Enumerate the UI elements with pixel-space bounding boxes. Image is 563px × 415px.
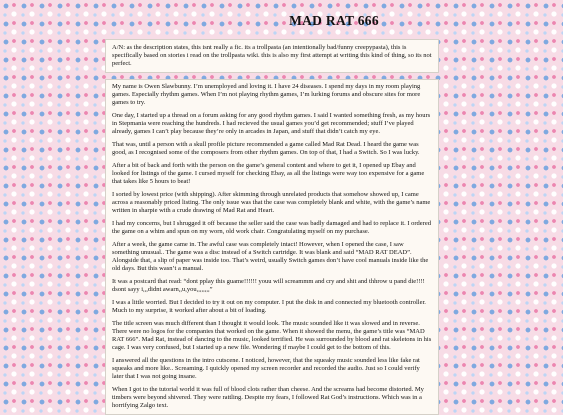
story-paragraph: That was, until a person with a skull profile picture recommended a game called Mad Rat Dead. I heard the game was good, as I recognised some of the composers from other rhythm games. On top of that, I had a Switch. So I was lucky. bbox=[112, 141, 420, 156]
story-paragraph: It was a postcard that read: “dont pplay this guame!!!!!! youu will screammm and cry and shit and thhrow u pand die!!!! dsont sayy i,,,didnt awarn,,u,you,,,,,,,,” bbox=[112, 278, 425, 293]
story-paragraph: I answered all the questions in the intro cutscene. I noticed, however, that the squeaky music sounded less like fake rat squeaks and more like.. Screaming. I quickly opened my screen recorder and recorded the audio. Just so I could verify later that I was not going insane. bbox=[112, 357, 420, 380]
page-title: MAD RAT 666 bbox=[289, 13, 379, 28]
author-note: A/N: as the description states, this isnt really a fic. its a trollpasta (an intentionally bad/funny creepypasta), this is specifically based on stories i read on the trollpasta wiki. this is also my first attempt at writing this kind of thing, so its not perfect. bbox=[112, 44, 432, 67]
story-paragraph: I was a little worried. But I decided to try it out on my computer. I put the disk in and connected my bluetooth controller. Much to my surprise, it worked after about a bit of loading. bbox=[112, 299, 426, 314]
story-paragraph: After a week, the game came in. The awful case was completely intact! However, when I opened the case, I saw something unusual.. The game was a disc instead of a Switch cartridge. It was blank and said “MAD RAT DEAD”. Alongside that, a slip of paper was inside too. That’s weird, usually Switch games don’t have cool manuals inside like the old days. But this wasn’t a manual. bbox=[112, 241, 429, 272]
story-paragraph: My name is Owen Slawbunny. I’m unemployed and loving it. I have 24 diseases. I spend my days in my room playing games. Especially rhythm games. When I’m not playing rhythm games, I’m lurking forums and obscure sites for more games to try. bbox=[112, 83, 421, 106]
story-paragraph: When I got to the tutorial world it was full of blood clots rather than cheese. And the screams had become distorted. My timbers were beyond shivered. They were rattling. Despite my fears, I followed Rat God’s instructions. Which was in a horrifying Zalgo text. bbox=[112, 386, 424, 409]
fic-page bbox=[105, 0, 563, 409]
story-body bbox=[105, 79, 439, 415]
story-paragraph: The title screen was much different than I thought it would look. The music sounded like it was slowed and in reverse. There were no logos for the companies that worked on the game. When it showed the menu, the game’s title was “MAD RAT 666”. Mad Rat, instead of dancing to the music, looked terrified. He was surrounded by blood and rat skeletons in his cage. I was very confused, but I started up a new file. Wondering if maybe I could get to the bottom of this. bbox=[112, 320, 432, 351]
story-paragraph: After a bit of back and forth with the person on the game’s general content and where to get it, I opened up Ebay and looked for listings of the game. I cursed myself for checking Ebay, as all the listings were way too expensive for a game that takes like 5 hours to beat! bbox=[112, 162, 425, 185]
story-paragraph: I had my concerns, but I shrugged it off because the seller said the case was badly damaged and had to replace it. I ordered the game on a whim and spun on my worn, old work chair. Congratulating myself on my purchase. bbox=[112, 220, 431, 235]
author-note-box bbox=[105, 39, 439, 73]
story-paragraph: One day, I started up a thread on a forum asking for any good rhythm games. I said I wanted something fresh, as my hours in Stepmania were reaching the hundreds. I had recieved the usual games you’d get recommended; stuff I’ve played already, games I can’t play because they’re only in arcades in Japan, and stuff that didn’t catch my eye. bbox=[112, 112, 431, 135]
story-paragraph: I sorted by lowest price (with shipping). After skimming through unrelated products that somehow showed up, I came across a reasonably priced listing. The only issue was that the case was completely blank and white, with the game’s name written in sharpie with a crude drawing of Mad Rat and Heart. bbox=[112, 191, 431, 214]
